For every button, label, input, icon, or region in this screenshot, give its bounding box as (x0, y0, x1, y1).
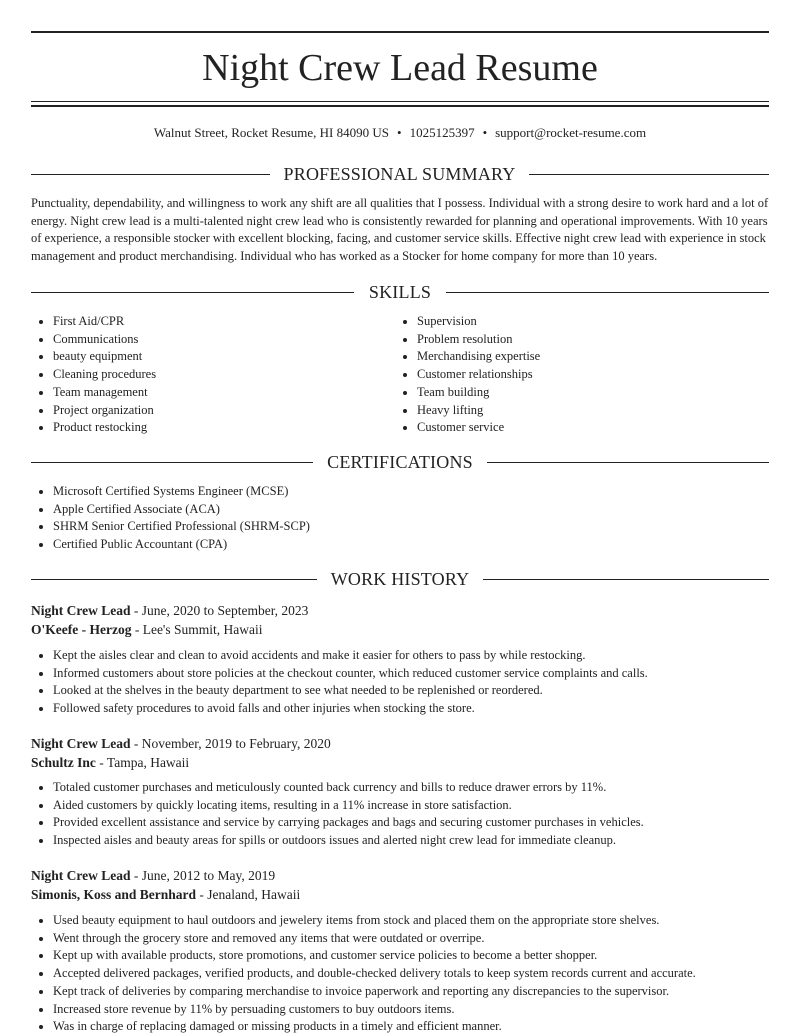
list-item: Product restocking (53, 419, 156, 437)
list-item: Informed customers about store policies at the checkout counter, which reduced customer service complaints and calls. (53, 665, 648, 683)
list-item: Project organization (53, 402, 156, 420)
job-title: Night Crew Lead (31, 736, 131, 751)
list-item: Heavy lifting (417, 402, 540, 420)
list-item: Microsoft Certified Systems Engineer (MCSE) (53, 483, 310, 501)
job-company-line: Simonis, Koss and Bernhard - Jenaland, Hawaii (31, 887, 301, 902)
list-item: Looked at the shelves in the beauty department to see what needed to be replenished or reordered. (53, 682, 648, 700)
job-company: Schultz Inc (31, 755, 96, 770)
list-item: Provided excellent assistance and service by carrying packages and bags and securing customer purchases in vehicles. (53, 814, 644, 832)
job-location: Jenaland, Hawaii (207, 887, 301, 902)
list-item: Cleaning procedures (53, 366, 156, 384)
list-item: Went through the grocery store and removed any items that were outdated or overripe. (53, 930, 696, 948)
heading-rule-left (31, 579, 317, 580)
list-item: Supervision (417, 313, 540, 331)
list-item: Customer relationships (417, 366, 540, 384)
list-item: Increased store revenue by 11% by persuading customers to buy outdoors items. (53, 1001, 696, 1019)
list-item: Inspected aisles and beauty areas for spills or outdoors issues and alerted night crew lead for immediate cleanup. (53, 832, 644, 850)
list-item: Was in charge of replacing damaged or missing products in a timely and efficient manner. (53, 1018, 696, 1036)
list-item: Certified Public Accountant (CPA) (53, 536, 310, 554)
certifications-list (31, 483, 310, 554)
job-bullets (31, 647, 648, 718)
job-title-line: Night Crew Lead - November, 2019 to February, 2020 (31, 736, 331, 751)
job-company-line: O'Keefe - Herzog - Lee's Summit, Hawaii (31, 622, 263, 637)
list-item: beauty equipment (53, 348, 156, 366)
summary-text: Punctuality, dependability, and willingness to work any shift are all qualities that I possess. Individual with a strong desire to work hard and a lot of energy. Night crew lead is a multi-talented night crew lead who is consistently rewarded for planning and operational improvements. With 10 years of experience, a responsible stocker with excellent blocking, facing, and customer service skills. Effective night crew lead with experience in stock management and product merchandising. Individual who has worked as a Stocker for home company for more than 10 years. (31, 196, 769, 264)
heading-rule-left (31, 462, 313, 463)
skills-list-right (395, 313, 540, 437)
heading-rule-right (487, 462, 769, 463)
list-item: Totaled customer purchases and meticulously counted back currency and bills to reduce drawer errors by 11%. (53, 779, 644, 797)
heading-rule-right (529, 174, 769, 175)
job-title: Night Crew Lead (31, 868, 131, 883)
job-bullets (31, 779, 644, 850)
job-company: O'Keefe - Herzog (31, 622, 132, 637)
job-title-line: Night Crew Lead - June, 2020 to September, 2023 (31, 603, 309, 618)
contact-line (31, 123, 769, 143)
title-rule-thick (31, 105, 769, 107)
skills-heading: SKILLS (368, 282, 432, 302)
list-item: Kept the aisles clear and clean to avoid accidents and make it easier for others to pass by while restocking. (53, 647, 648, 665)
job-company: Simonis, Koss and Bernhard (31, 887, 197, 902)
list-item: SHRM Senior Certified Professional (SHRM-SCP) (53, 518, 310, 536)
list-item: Apple Certified Associate (ACA) (53, 501, 310, 519)
title-rule-thin (31, 101, 769, 102)
job-dates: June, 2020 to September, 2023 (141, 603, 309, 618)
list-item: Aided customers by quickly locating items, resulting in a 11% increase in store satisfaction. (53, 797, 644, 815)
job-dates: June, 2012 to May, 2019 (141, 868, 276, 883)
list-item: Customer service (417, 419, 540, 437)
contact-separator: • (397, 125, 402, 140)
list-item: Team management (53, 384, 156, 402)
list-item: Used beauty equipment to haul outdoors and jewelery items from stock and placed them on the appropriate store shelves. (53, 912, 696, 930)
summary-heading: PROFESSIONAL SUMMARY (283, 164, 516, 184)
list-item: Communications (53, 331, 156, 349)
list-item: Merchandising expertise (417, 348, 540, 366)
certifications-heading: CERTIFICATIONS (327, 452, 473, 472)
job-company-line: Schultz Inc - Tampa, Hawaii (31, 755, 190, 770)
job-location: Lee's Summit, Hawaii (142, 622, 263, 637)
heading-rule-left (31, 292, 354, 293)
skills-list-left (31, 313, 156, 437)
list-item: Kept up with available products, store promotions, and customer service policies to become a better shopper. (53, 947, 696, 965)
contact-phone: 1025125397 (409, 125, 475, 140)
contact-email[interactable]: support@rocket-resume.com (495, 125, 647, 140)
heading-rule-right (446, 292, 769, 293)
resume-title: Night Crew Lead Resume (202, 47, 598, 89)
heading-rule-left (31, 174, 270, 175)
contact-address: Walnut Street, Rocket Resume, HI 84090 US (153, 125, 389, 140)
job-title-line: Night Crew Lead - June, 2012 to May, 2019 (31, 868, 276, 883)
job-location: Tampa, Hawaii (106, 755, 190, 770)
work-history-heading: WORK HISTORY (330, 569, 470, 589)
job-dates: November, 2019 to February, 2020 (141, 736, 331, 751)
top-rule (31, 31, 769, 33)
list-item: Kept track of deliveries by comparing merchandise to invoice paperwork and reporting any discrepancies to the supervisor. (53, 983, 696, 1001)
job-title: Night Crew Lead (31, 603, 131, 618)
heading-rule-right (483, 579, 769, 580)
summary-heading-row (31, 162, 769, 186)
list-item: Team building (417, 384, 540, 402)
contact-separator: • (482, 125, 488, 140)
list-item: Accepted delivered packages, verified products, and double-checked delivery totals to keep system records current and accurate. (53, 965, 696, 983)
list-item: Problem resolution (417, 331, 540, 349)
list-item: Followed safety procedures to avoid falls and other injuries when stocking the store. (53, 700, 648, 718)
job-bullets (31, 912, 696, 1036)
skills-heading-row (31, 280, 769, 304)
list-item: First Aid/CPR (53, 313, 156, 331)
work-history-heading-row (31, 567, 769, 591)
certifications-heading-row (31, 450, 769, 474)
